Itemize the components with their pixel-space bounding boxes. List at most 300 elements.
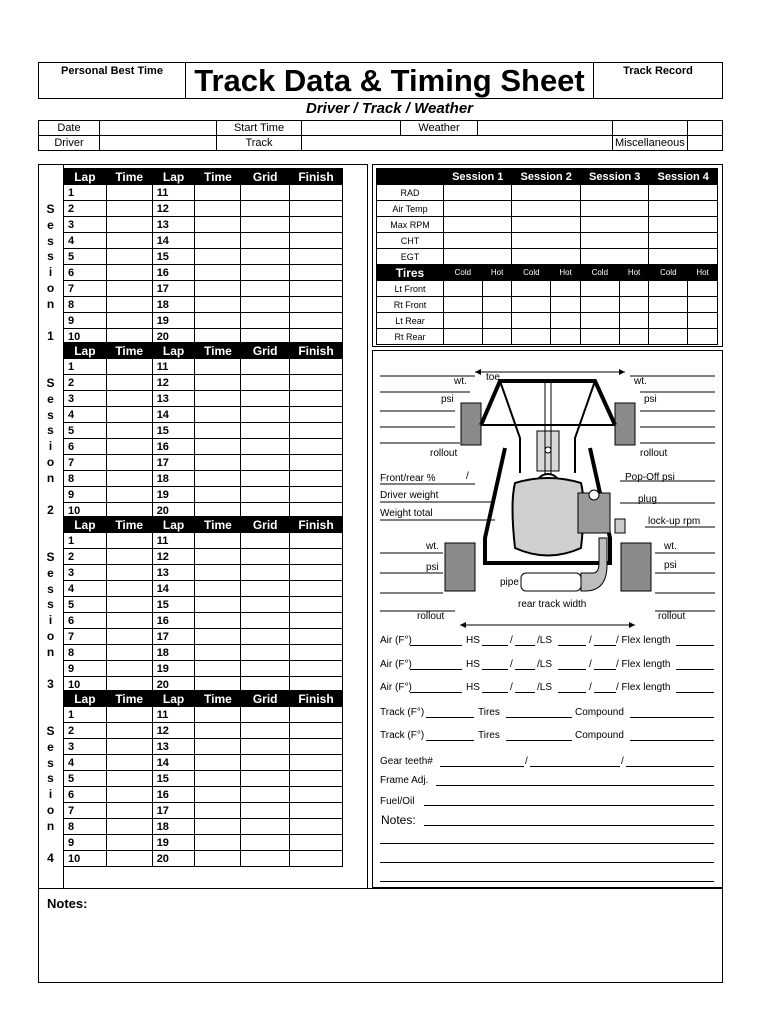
tire-entry-cell[interactable] [688, 297, 718, 313]
lap-entry-cell[interactable] [289, 265, 342, 281]
lap-entry-cell[interactable] [289, 771, 342, 787]
session-entry-cell[interactable] [580, 249, 648, 265]
lap-entry-cell[interactable] [195, 723, 241, 739]
lap-entry-cell[interactable] [195, 439, 241, 455]
track-label: Track [217, 136, 302, 151]
weather-field-2[interactable] [613, 121, 688, 136]
session-entry-cell[interactable] [512, 217, 580, 233]
session-table [376, 168, 718, 345]
lap-entry-cell[interactable] [106, 265, 152, 281]
lap-entry-cell[interactable] [241, 423, 290, 439]
session-entry-cell[interactable] [649, 185, 718, 201]
lap-entry-cell[interactable] [106, 313, 152, 329]
tires-field[interactable] [506, 717, 572, 718]
hs-field[interactable] [482, 645, 508, 646]
gear-teeth-field-3[interactable] [626, 766, 714, 767]
session-entry-cell[interactable] [580, 185, 648, 201]
lap-row [64, 217, 343, 233]
lap-entry-cell[interactable] [289, 597, 342, 613]
hs-label: HS [466, 682, 480, 693]
ls-slash: / [589, 635, 592, 646]
lap-entry-cell[interactable] [241, 835, 290, 851]
lap-entry-cell[interactable] [106, 723, 152, 739]
lap-entry-cell[interactable] [195, 455, 241, 471]
ls-slash: / [589, 682, 592, 693]
session-entry-cell[interactable] [649, 249, 718, 265]
lap-entry-cell[interactable] [289, 565, 342, 581]
lap-entry-cell[interactable] [195, 629, 241, 645]
lap-entry-cell[interactable] [289, 723, 342, 739]
lap-entry-cell[interactable] [289, 439, 342, 455]
lap-entry-cell[interactable] [195, 835, 241, 851]
lap-entry-cell[interactable] [241, 533, 290, 549]
lap-header-cell: Time [106, 169, 152, 185]
lap-entry-cell[interactable] [241, 281, 290, 297]
lap-entry-cell[interactable] [289, 471, 342, 487]
ls-field-2[interactable] [594, 692, 616, 693]
tire-entry-cell[interactable] [619, 281, 649, 297]
tire-entry-cell[interactable] [580, 313, 619, 329]
session-header-cell: Session 2 [512, 169, 580, 185]
flex-field[interactable] [676, 669, 714, 670]
lap-row [64, 375, 343, 391]
lap-entry-cell[interactable] [106, 439, 152, 455]
lap-number: 2 [64, 375, 107, 391]
lap-entry-cell[interactable] [289, 201, 342, 217]
lap-entry-cell[interactable] [195, 565, 241, 581]
lap-entry-cell[interactable] [195, 471, 241, 487]
lap-number: 12 [152, 201, 195, 217]
weather-field-3[interactable] [687, 121, 722, 136]
lap-entry-cell[interactable] [241, 265, 290, 281]
lap-row [64, 739, 343, 755]
tire-entry-cell[interactable] [444, 297, 483, 313]
lap-entry-cell[interactable] [195, 613, 241, 629]
lap-entry-cell[interactable] [241, 819, 290, 835]
tire-entry-cell[interactable] [444, 329, 483, 345]
session-row-label: RAD [377, 185, 444, 201]
tire-entry-cell[interactable] [512, 281, 551, 297]
session-entry-cell[interactable] [512, 185, 580, 201]
tire-row-label: Lt Front [377, 281, 444, 297]
tire-entry-cell[interactable] [551, 313, 581, 329]
lap-entry-cell[interactable] [195, 851, 241, 867]
lap-row [64, 597, 343, 613]
notes-field[interactable] [424, 825, 714, 826]
lap-entry-cell[interactable] [289, 233, 342, 249]
lap-entry-cell[interactable] [241, 581, 290, 597]
tire-entry-cell[interactable] [580, 329, 619, 345]
lap-entry-cell[interactable] [106, 359, 152, 375]
lap-entry-cell[interactable] [241, 471, 290, 487]
lap-entry-cell[interactable] [106, 533, 152, 549]
tire-entry-cell[interactable] [649, 297, 688, 313]
lap-entry-cell[interactable] [195, 549, 241, 565]
lap-entry-cell[interactable] [195, 407, 241, 423]
lap-entry-cell[interactable] [106, 803, 152, 819]
hs-slash: / [510, 635, 513, 646]
track-record-box[interactable] [593, 62, 723, 99]
compound-field[interactable] [630, 740, 714, 741]
session-entry-cell[interactable] [649, 201, 718, 217]
lap-entry-cell[interactable] [106, 739, 152, 755]
lap-entry-cell[interactable] [241, 201, 290, 217]
lap-entry-cell[interactable] [106, 707, 152, 723]
lap-entry-cell[interactable] [106, 487, 152, 503]
lap-number: 11 [152, 185, 195, 201]
lap-entry-cell[interactable] [289, 851, 342, 867]
tire-entry-cell[interactable] [512, 313, 551, 329]
lap-entry-cell[interactable] [289, 755, 342, 771]
lap-entry-cell[interactable] [289, 629, 342, 645]
lap-entry-cell[interactable] [195, 233, 241, 249]
lap-entry-cell[interactable] [106, 217, 152, 233]
tire-entry-cell[interactable] [444, 313, 483, 329]
lap-header-cell: Lap [152, 517, 195, 533]
lap-number: 10 [64, 851, 107, 867]
flex-field[interactable] [676, 645, 714, 646]
tire-entry-cell[interactable] [512, 297, 551, 313]
lap-entry-cell[interactable] [289, 375, 342, 391]
lap-entry-cell[interactable] [106, 297, 152, 313]
lap-entry-cell[interactable] [241, 755, 290, 771]
lap-header-cell: Time [195, 343, 241, 359]
hs-field-2[interactable] [515, 645, 535, 646]
lap-entry-cell[interactable] [289, 707, 342, 723]
start-time-field[interactable] [302, 121, 401, 136]
frame-adj-field[interactable] [436, 785, 714, 786]
lap-entry-cell[interactable] [241, 375, 290, 391]
lap-entry-cell[interactable] [195, 645, 241, 661]
session-entry-cell[interactable] [444, 201, 512, 217]
lap-entry-cell[interactable] [106, 423, 152, 439]
tire-entry-cell[interactable] [649, 313, 688, 329]
session-entry-cell[interactable] [512, 233, 580, 249]
lap-entry-cell[interactable] [106, 771, 152, 787]
lap-entry-cell[interactable] [106, 613, 152, 629]
lap-entry-cell[interactable] [241, 707, 290, 723]
lap-entry-cell[interactable] [195, 707, 241, 723]
misc-label: Miscellaneous [613, 136, 688, 151]
lap-entry-cell[interactable] [106, 249, 152, 265]
lap-entry-cell[interactable] [289, 645, 342, 661]
tire-entry-cell[interactable] [482, 313, 512, 329]
lap-number: 2 [64, 201, 107, 217]
lap-entry-cell[interactable] [241, 549, 290, 565]
lap-entry-cell[interactable] [106, 281, 152, 297]
session-entry-cell[interactable] [444, 185, 512, 201]
session-entry-cell[interactable] [649, 217, 718, 233]
lap-entry-cell[interactable] [289, 803, 342, 819]
gear-teeth-field[interactable] [440, 766, 524, 767]
lap-entry-cell[interactable] [241, 565, 290, 581]
lap-entry-cell[interactable] [241, 629, 290, 645]
ls-field[interactable] [558, 692, 586, 693]
lap-entry-cell[interactable] [241, 487, 290, 503]
tire-entry-cell[interactable] [619, 313, 649, 329]
lap-entry-cell[interactable] [195, 185, 241, 201]
notes-label: Notes: [381, 813, 416, 827]
lap-entry-cell[interactable] [106, 629, 152, 645]
lap-entry-cell[interactable] [195, 597, 241, 613]
lap-number: 6 [64, 787, 107, 803]
lap-entry-cell[interactable] [241, 185, 290, 201]
tire-entry-cell[interactable] [444, 281, 483, 297]
personal-best-box[interactable] [38, 62, 186, 99]
lap-number: 5 [64, 423, 107, 439]
lap-entry-cell[interactable] [106, 375, 152, 391]
lap-entry-cell[interactable] [289, 533, 342, 549]
date-field[interactable] [100, 121, 217, 136]
ls-field-2[interactable] [594, 645, 616, 646]
misc-field[interactable] [687, 136, 722, 151]
hs-field-2[interactable] [515, 692, 535, 693]
lap-entry-cell[interactable] [106, 787, 152, 803]
lap-entry-cell[interactable] [106, 597, 152, 613]
flex-field[interactable] [676, 692, 714, 693]
lap-header-cell: Grid [241, 517, 290, 533]
tire-entry-cell[interactable] [619, 297, 649, 313]
session-entry-cell[interactable] [580, 217, 648, 233]
lap-entry-cell[interactable] [241, 439, 290, 455]
tire-temp-header: Hot [551, 265, 581, 281]
lap-entry-cell[interactable] [195, 581, 241, 597]
lap-entry-cell[interactable] [241, 613, 290, 629]
lap-entry-cell[interactable] [195, 375, 241, 391]
track-temp-field[interactable] [426, 717, 474, 718]
lap-entry-cell[interactable] [289, 407, 342, 423]
tire-entry-cell[interactable] [482, 329, 512, 345]
lap-entry-cell[interactable] [289, 661, 342, 677]
lap-entry-cell[interactable] [289, 835, 342, 851]
lap-entry-cell[interactable] [241, 297, 290, 313]
driver-field[interactable] [100, 136, 217, 151]
lap-entry-cell[interactable] [106, 581, 152, 597]
rear-right-psi-label: psi [664, 560, 677, 571]
lap-entry-cell[interactable] [106, 233, 152, 249]
tire-entry-cell[interactable] [688, 329, 718, 345]
session-letter: o [46, 454, 55, 469]
lap-entry-cell[interactable] [195, 297, 241, 313]
lap-entry-cell[interactable] [241, 249, 290, 265]
lap-number: 2 [64, 723, 107, 739]
lap-number: 4 [64, 407, 107, 423]
tire-entry-cell[interactable] [688, 281, 718, 297]
lap-entry-cell[interactable] [289, 613, 342, 629]
lap-entry-cell[interactable] [106, 549, 152, 565]
lap-entry-cell[interactable] [195, 819, 241, 835]
lap-entry-cell[interactable] [241, 359, 290, 375]
track-temp-field[interactable] [426, 740, 474, 741]
session-entry-cell[interactable] [444, 217, 512, 233]
lap-entry-cell[interactable] [289, 581, 342, 597]
lap-entry-cell[interactable] [289, 423, 342, 439]
session-entry-cell[interactable] [512, 249, 580, 265]
lap-entry-cell[interactable] [106, 835, 152, 851]
tire-entry-cell[interactable] [580, 281, 619, 297]
hs-field[interactable] [482, 669, 508, 670]
lap-entry-cell[interactable] [195, 359, 241, 375]
session-entry-cell[interactable] [444, 233, 512, 249]
lap-entry-cell[interactable] [195, 755, 241, 771]
track-field[interactable] [302, 136, 613, 151]
lap-entry-cell[interactable] [195, 739, 241, 755]
lap-entry-cell[interactable] [195, 533, 241, 549]
lap-entry-cell[interactable] [106, 645, 152, 661]
session-entry-cell[interactable] [649, 233, 718, 249]
lap-number: 15 [152, 597, 195, 613]
rear-right-wt-label: wt. [664, 541, 677, 552]
lap-entry-cell[interactable] [241, 771, 290, 787]
air-temp-field[interactable] [410, 669, 462, 670]
session-header-row [377, 169, 718, 185]
lap-entry-cell[interactable] [241, 597, 290, 613]
lap-entry-cell[interactable] [241, 723, 290, 739]
lap-row [64, 803, 343, 819]
lap-entry-cell[interactable] [289, 359, 342, 375]
lap-entry-cell[interactable] [241, 803, 290, 819]
tires-field[interactable] [506, 740, 572, 741]
lap-entry-cell[interactable] [241, 455, 290, 471]
lap-entry-cell[interactable] [106, 407, 152, 423]
tire-entry-cell[interactable] [512, 329, 551, 345]
lap-entry-cell[interactable] [289, 185, 342, 201]
lap-number: 7 [64, 803, 107, 819]
lap-entry-cell[interactable] [289, 549, 342, 565]
lap-entry-cell[interactable] [289, 249, 342, 265]
lap-entry-cell[interactable] [289, 391, 342, 407]
lap-entry-cell[interactable] [195, 249, 241, 265]
ls-field[interactable] [558, 645, 586, 646]
tires-label: Tires [478, 730, 500, 741]
driver-weight-label: Driver weight [380, 490, 439, 501]
lap-number: 10 [64, 503, 107, 519]
front-rear-label: Front/rear % [380, 473, 436, 484]
lap-entry-cell[interactable] [241, 313, 290, 329]
tire-entry-cell[interactable] [551, 297, 581, 313]
lap-entry-cell[interactable] [106, 471, 152, 487]
lap-entry-cell[interactable] [289, 487, 342, 503]
session-entry-cell[interactable] [512, 201, 580, 217]
lap-entry-cell[interactable] [241, 661, 290, 677]
hs-field-2[interactable] [515, 669, 535, 670]
tire-entry-cell[interactable] [688, 313, 718, 329]
lap-entry-cell[interactable] [106, 391, 152, 407]
air-temp-field[interactable] [410, 692, 462, 693]
gear-teeth-field-2[interactable] [530, 766, 620, 767]
tire-entry-cell[interactable] [482, 297, 512, 313]
lap-entry-cell[interactable] [106, 565, 152, 581]
lap-entry-cell[interactable] [195, 313, 241, 329]
lap-entry-cell[interactable] [106, 185, 152, 201]
lap-entry-cell[interactable] [195, 771, 241, 787]
tire-entry-cell[interactable] [649, 281, 688, 297]
lap-entry-cell[interactable] [195, 391, 241, 407]
lap-entry-cell[interactable] [289, 739, 342, 755]
tire-entry-cell[interactable] [551, 281, 581, 297]
ls-field-2[interactable] [594, 669, 616, 670]
tire-entry-cell[interactable] [482, 281, 512, 297]
weather-field[interactable] [478, 121, 613, 136]
lap-entry-cell[interactable] [195, 217, 241, 233]
lap-entry-cell[interactable] [241, 787, 290, 803]
lap-entry-cell[interactable] [241, 233, 290, 249]
lap-entry-cell[interactable] [195, 803, 241, 819]
lap-entry-cell[interactable] [241, 739, 290, 755]
lap-number: 6 [64, 613, 107, 629]
lap-entry-cell[interactable] [106, 819, 152, 835]
lap-entry-cell[interactable] [106, 201, 152, 217]
tire-entry-cell[interactable] [580, 297, 619, 313]
lap-entry-cell[interactable] [289, 313, 342, 329]
lap-number: 18 [152, 645, 195, 661]
air-temp-field[interactable] [410, 645, 462, 646]
session-entry-cell[interactable] [580, 201, 648, 217]
lap-entry-cell[interactable] [241, 851, 290, 867]
front-left-psi-label: psi [441, 394, 454, 405]
lap-entry-cell[interactable] [195, 201, 241, 217]
lap-entry-cell[interactable] [289, 819, 342, 835]
info-table [38, 120, 723, 151]
lap-row [64, 265, 343, 281]
lap-entry-cell[interactable] [289, 217, 342, 233]
lap-entry-cell[interactable] [106, 455, 152, 471]
session-number: 1 [47, 328, 54, 343]
lap-entry-cell[interactable] [106, 661, 152, 677]
lap-entry-cell[interactable] [289, 787, 342, 803]
fuel-oil-field[interactable] [424, 805, 714, 806]
lap-entry-cell[interactable] [195, 487, 241, 503]
lap-number: 2 [64, 549, 107, 565]
lap-entry-cell[interactable] [195, 265, 241, 281]
lap-number: 3 [64, 217, 107, 233]
session-entry-cell[interactable] [580, 233, 648, 249]
lap-entry-cell[interactable] [289, 455, 342, 471]
session-letter: o [46, 802, 55, 817]
lap-number: 5 [64, 597, 107, 613]
lap-entry-cell[interactable] [195, 423, 241, 439]
notes-line[interactable] [380, 843, 714, 844]
lap-entry-cell[interactable] [195, 661, 241, 677]
tire-entry-cell[interactable] [619, 329, 649, 345]
driver-label: Driver [39, 136, 100, 151]
lap-row [64, 249, 343, 265]
tire-entry-cell[interactable] [649, 329, 688, 345]
lap-entry-cell[interactable] [106, 851, 152, 867]
tire-entry-cell[interactable] [551, 329, 581, 345]
lap-entry-cell[interactable] [241, 217, 290, 233]
compound-field[interactable] [630, 717, 714, 718]
lap-entry-cell[interactable] [195, 787, 241, 803]
notes-line[interactable] [380, 881, 714, 882]
lap-row [64, 185, 343, 201]
session-row [377, 249, 718, 265]
lap-entry-cell[interactable] [195, 281, 241, 297]
lap-entry-cell[interactable] [289, 297, 342, 313]
notes-line[interactable] [380, 862, 714, 863]
lap-entry-cell[interactable] [241, 391, 290, 407]
hs-field[interactable] [482, 692, 508, 693]
lap-entry-cell[interactable] [106, 755, 152, 771]
lap-number: 7 [64, 455, 107, 471]
lap-entry-cell[interactable] [289, 281, 342, 297]
session-entry-cell[interactable] [444, 249, 512, 265]
lap-entry-cell[interactable] [241, 407, 290, 423]
bottom-notes-box[interactable] [38, 888, 723, 983]
lap-entry-cell[interactable] [241, 645, 290, 661]
ls-field[interactable] [558, 669, 586, 670]
lap-number: 5 [64, 249, 107, 265]
